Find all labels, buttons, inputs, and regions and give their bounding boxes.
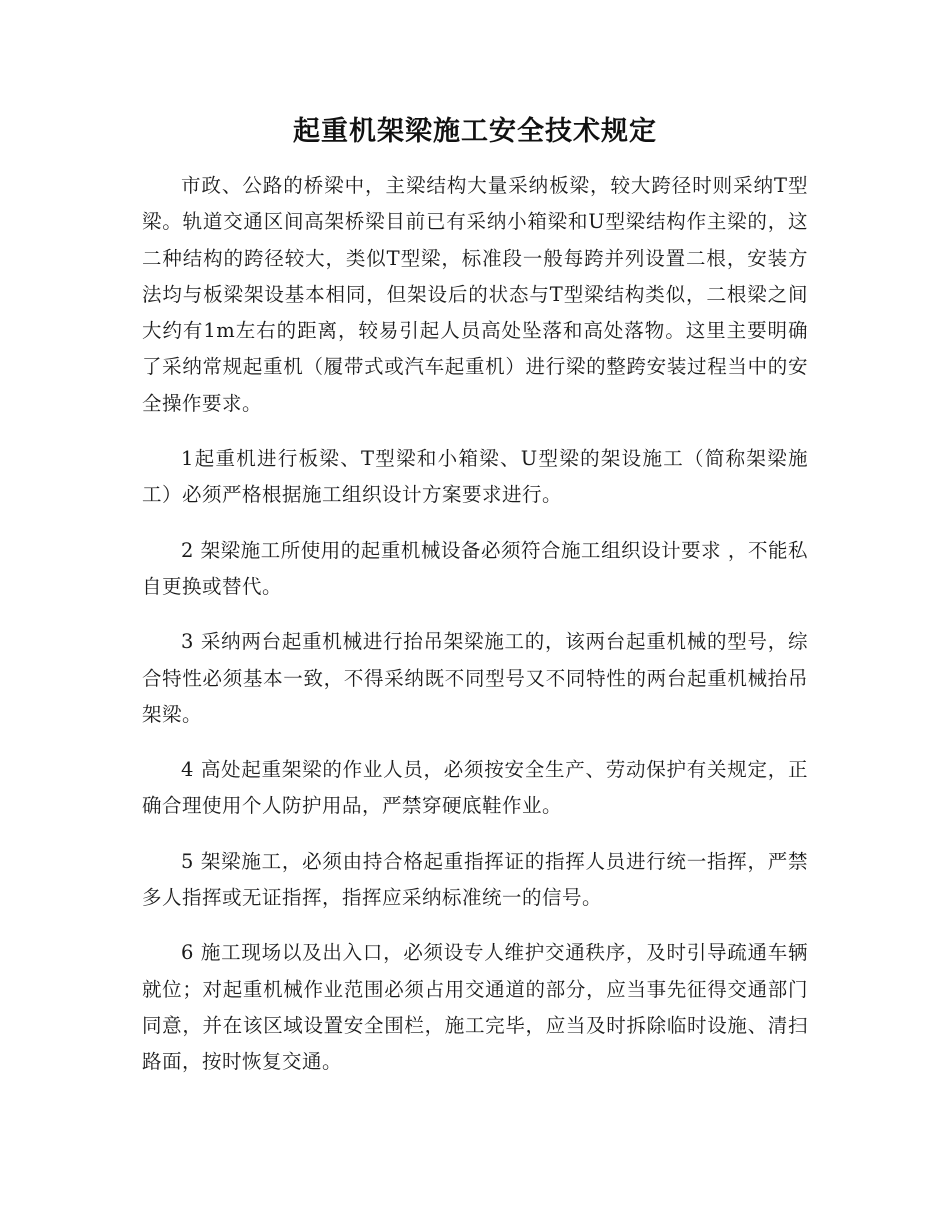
rule-paragraph-6: 6 施工现场以及出入口，必须设专人维护交通秩序，及时引导疏通车辆就位；对起重机械作业范围必须占用交通道的部分，应当事先征得交通部门同意，并在该区域设置安全围栏，施工完毕，应当及时拆除临时设施、清扫路面，按时恢复交通。 <box>142 941 808 1074</box>
document-page <box>142 108 808 1100</box>
rule-paragraph-1: 1起重机进行板梁、T型梁和小箱梁、U型梁的架设施工（简称架梁施工）必须严格根据施工组织设计方案要求进行。 <box>142 447 808 507</box>
document-title: 起重机架梁施工安全技术规定 <box>293 116 657 147</box>
rule-paragraph-2: 2 架梁施工所使用的起重机械设备必须符合施工组织设计要求 ，不能私自更换或替代。 <box>142 538 808 598</box>
rule-paragraph-3: 3 采纳两台起重机械进行抬吊架梁施工的，该两台起重机械的型号，综合特性必须基本一致，不得采纳既不同型号又不同特性的两台起重机械抬吊架梁。 <box>142 630 808 726</box>
rule-paragraph-4: 4 高处起重架梁的作业人员，必须按安全生产、劳动保护有关规定，正确合理使用个人防护用品，严禁穿硬底鞋作业。 <box>142 758 808 818</box>
rule-paragraph-5: 5 架梁施工，必须由持合格起重指挥证的指挥人员进行统一指挥，严禁多人指挥或无证指挥，指挥应采纳标准统一的信号。 <box>142 849 808 910</box>
intro-paragraph: 市政、公路的桥梁中，主梁结构大量采纳板梁，较大跨径时则采纳T型梁。轨道交通区间高架桥梁目前已有采纳小箱梁和U型梁结构作主梁的，这二种结构的跨径较大，类似T型梁，标准段一般每跨并列设置二根，安装方法均与板梁架设基本相同，但架设后的状态与T型梁结构类似，二根梁之间大约有1m左右的距离，较易引起人员高处坠落和高处落物。这里主要明确了采纳常规起重机（履带式或汽车起重机）进行梁的整跨安装过程当中的安全操作要求。 <box>142 174 808 415</box>
